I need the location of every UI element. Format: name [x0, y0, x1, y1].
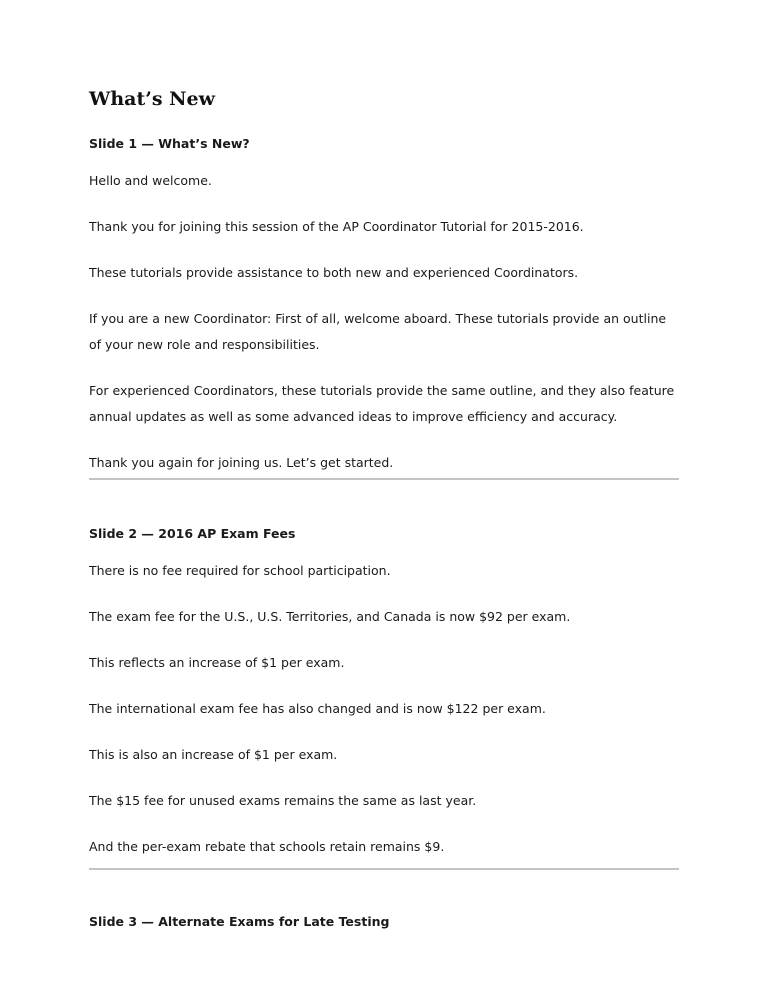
slide-2-paragraph-6: The $15 fee for unused exams remains the same as last year. [89, 793, 477, 808]
slide-2-paragraph-3: This reflects an increase of $1 per exam. [89, 655, 345, 670]
document-title: What’s New [89, 88, 215, 110]
section-divider [89, 868, 679, 870]
slide-1-paragraph-6: Thank you again for joining us. Let’s get started. [89, 455, 394, 470]
slide-2-paragraph-5: This is also an increase of $1 per exam. [89, 747, 338, 762]
slide-1-paragraph-5: For experienced Coordinators, these tutorials provide the same outline, and they also feature annual updates as well as some advanced ideas to improve efficiency and accuracy. [89, 383, 675, 424]
slide-1-paragraph-3: These tutorials provide assistance to both new and experienced Coordinators. [89, 265, 579, 280]
slide-1-heading: Slide 1 — What’s New? [89, 136, 250, 151]
slide-3-heading: Slide 3 — Alternate Exams for Late Testing [89, 914, 390, 929]
slide-2-paragraph-2: The exam fee for the U.S., U.S. Territories, and Canada is now $92 per exam. [89, 609, 571, 624]
slide-2-heading: Slide 2 — 2016 AP Exam Fees [89, 526, 296, 541]
slide-1-paragraph-4: If you are a new Coordinator: First of all, welcome aboard. These tutorials provide an outline of your new role and responsibilities. [89, 311, 667, 352]
slide-1-paragraph-2: Thank you for joining this session of the AP Coordinator Tutorial for 2015-2016. [89, 219, 584, 234]
slide-2-paragraph-1: There is no fee required for school participation. [89, 563, 391, 578]
slide-1-paragraph-1: Hello and welcome. [89, 173, 212, 188]
slide-2-paragraph-7: And the per-exam rebate that schools retain remains $9. [89, 839, 445, 854]
slide-2-paragraph-4: The international exam fee has also changed and is now $122 per exam. [89, 701, 546, 716]
section-divider [89, 478, 679, 480]
